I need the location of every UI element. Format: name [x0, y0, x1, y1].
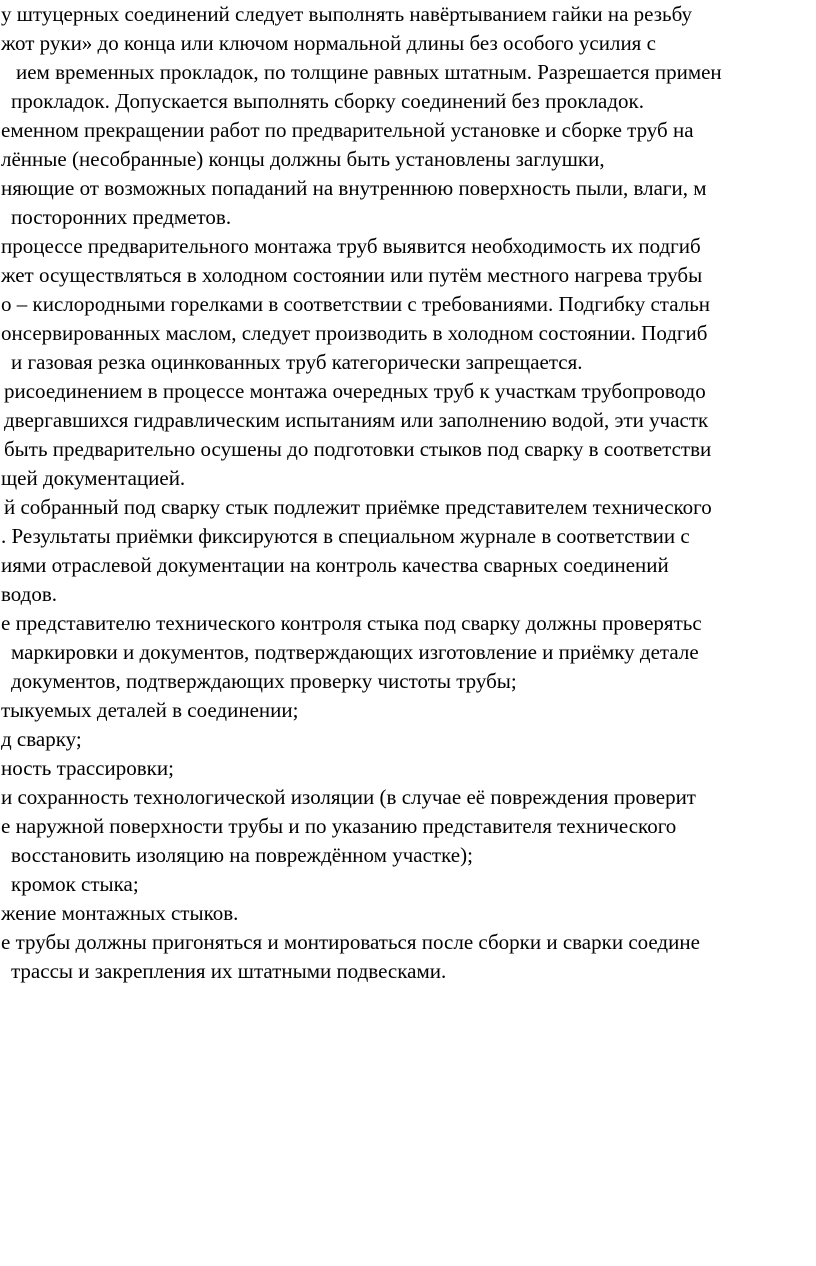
- text-line: иями отраслевой документации на контроль качества сварных соединений: [1, 553, 669, 577]
- text-line: у штуцерных соединений следует выполнять навёртыванием гайки на резьбу: [1, 2, 693, 26]
- text-line: документов, подтверждающих проверку чистоты трубы;: [11, 669, 517, 693]
- text-line: и газовая резка оцинкованных труб категорически запрещается.: [11, 350, 583, 374]
- text-line: двергавшихся гидравлическим испытаниям или заполнению водой, эти участк: [4, 408, 709, 432]
- text-line: жет осуществляться в холодном состоянии или путём местного нагрева трубы: [1, 263, 703, 287]
- text-line: о – кислородными горелками в соответствии с требованиями. Подгибку стальн: [1, 292, 711, 316]
- text-line: трассы и закрепления их штатными подвесками.: [11, 959, 447, 983]
- text-line: ием временных прокладок, по толщине равных штатным. Разрешается примен: [16, 60, 722, 84]
- text-line: процессе предварительного монтажа труб выявится необходимость их подгиб: [1, 234, 701, 258]
- text-line: маркировки и документов, подтверждающих изготовление и приёмку детале: [11, 640, 699, 664]
- text-line: жение монтажных стыков.: [1, 901, 239, 925]
- text-line: водов.: [1, 582, 58, 606]
- text-line: е трубы должны пригоняться и монтироваться после сборки и сварки соедине: [1, 930, 700, 954]
- text-line: е наружной поверхности трубы и по указанию представителя технического: [1, 814, 677, 838]
- text-line: . Результаты приёмки фиксируются в специальном журнале в соответствии с: [1, 524, 690, 548]
- text-line: восстановить изоляцию на повреждённом участке);: [11, 843, 473, 867]
- text-line: и сохранность технологической изоляции (в случае её повреждения проверит: [1, 785, 696, 809]
- text-line: онсервированных маслом, следует производить в холодном состоянии. Подгиб: [1, 321, 708, 345]
- text-line: д сварку;: [1, 727, 82, 751]
- text-line: посторонних предметов.: [11, 205, 232, 229]
- text-line: е представителю технического контроля стыка под сварку должны проверятьс: [1, 611, 702, 635]
- text-line: прокладок. Допускается выполнять сборку соединений без прокладок.: [11, 89, 644, 113]
- text-line: жот руки» до конца или ключом нормальной длины без особого усилия с: [1, 31, 656, 55]
- text-line: щей документацией.: [1, 466, 186, 490]
- text-line: еменном прекращении работ по предварительной установке и сборке труб на: [1, 118, 694, 142]
- text-line: тыкуемых деталей в соединении;: [1, 698, 299, 722]
- text-line: рисоединением в процессе монтажа очередных труб к участкам трубопроводо: [4, 379, 706, 403]
- text-line: лённые (несобранные) концы должны быть установлены заглушки,: [1, 147, 605, 171]
- text-line: быть предварительно осушены до подготовки стыков под сварку в соответстви: [4, 437, 712, 461]
- text-line: й собранный под сварку стык подлежит приёмке представителем технического: [4, 495, 712, 519]
- text-line: ность трассировки;: [1, 756, 174, 780]
- text-line: няющие от возможных попаданий на внутреннюю поверхность пыли, влаги, м: [1, 176, 707, 200]
- text-line: кромок стыка;: [11, 872, 139, 896]
